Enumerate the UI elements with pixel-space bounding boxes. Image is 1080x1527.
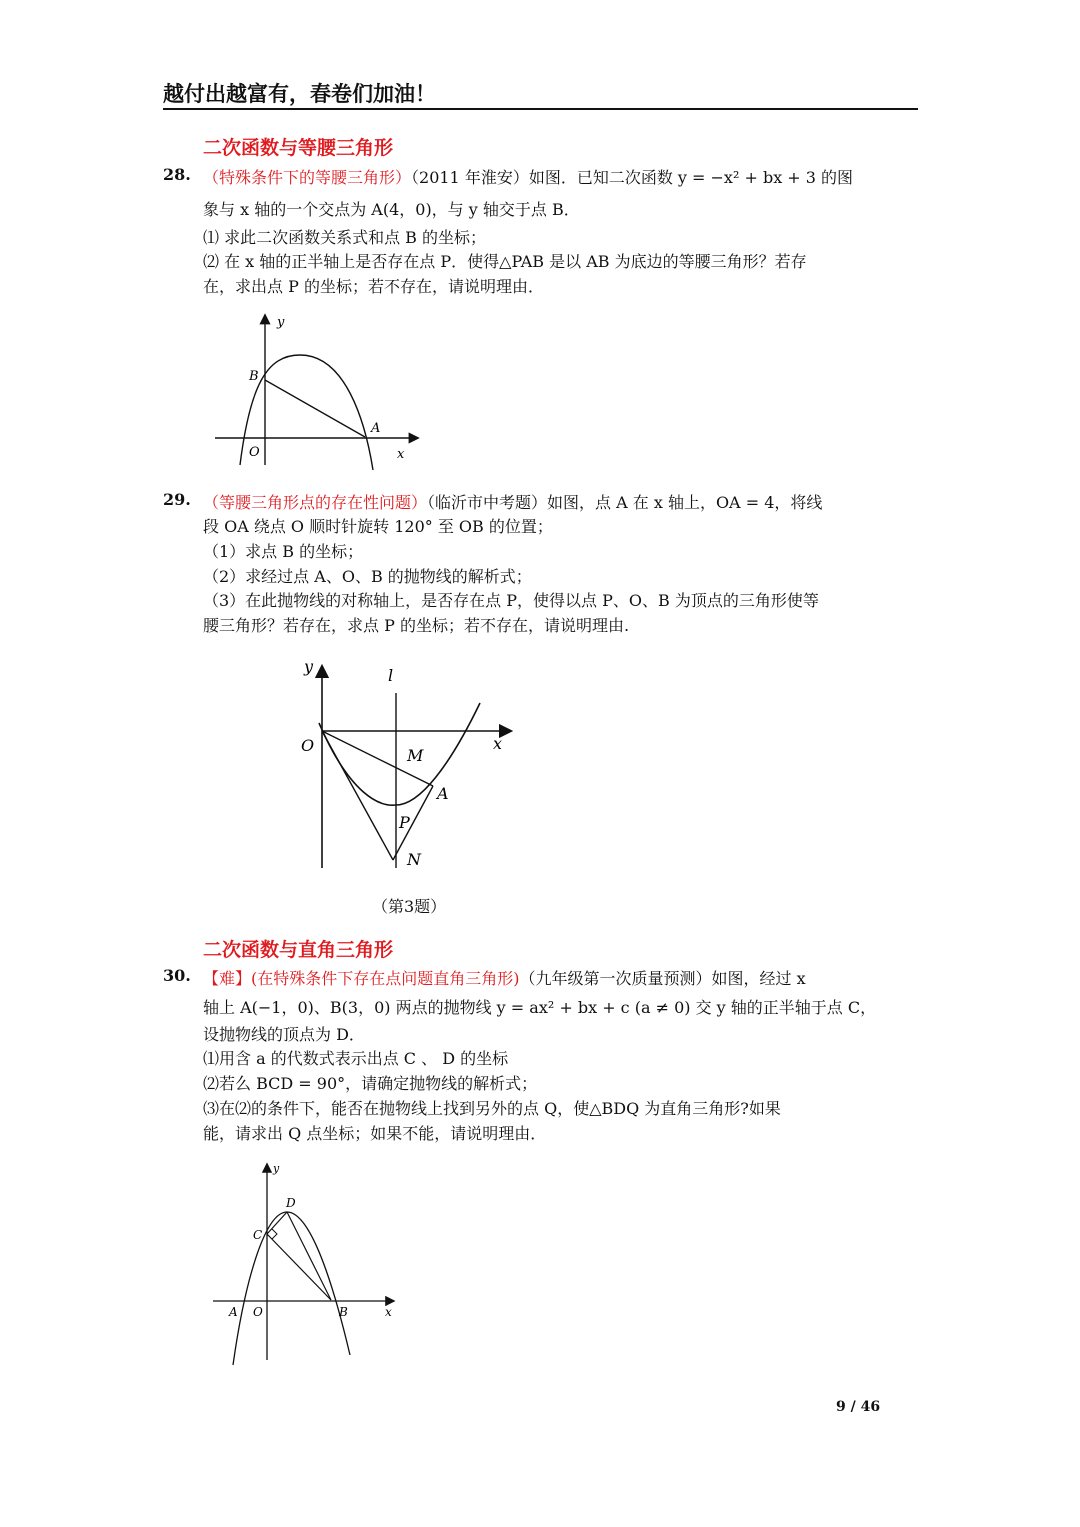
q28-line-2: 象与 x 轴的一个交点为 A(4，0)，与 y 轴交于点 B．	[203, 200, 580, 219]
q29-figure	[295, 655, 525, 875]
section-title-right-triangle: 二次函数与直角三角形	[203, 939, 394, 961]
q30-line-6: ⑶在⑵的条件下，能否在抛物线上找到另外的点 Q，使△BDQ 为直角三角形?如果	[203, 1099, 781, 1118]
q29-tag: （等腰三角形点的存在性问题）	[203, 493, 428, 512]
q28-segment-ab	[265, 380, 365, 437]
q29-label-n: N	[407, 850, 421, 869]
q29-label-x: x	[493, 734, 503, 753]
q30-segment-cd	[267, 1212, 287, 1234]
q29-line-3: （1）求点 B 的坐标；	[203, 542, 364, 561]
q30-tag: 【难】(在特殊条件下存在点问题直角三角形)	[203, 969, 520, 988]
q29-line-6: 腰三角形？若存在，求点 P 的坐标；若不存在，请说明理由.	[203, 616, 630, 635]
q30-line-5: ⑵若么 BCD = 90°，请确定抛物线的解析式；	[203, 1074, 538, 1093]
q30-line-3: 设抛物线的顶点为 D．	[203, 1025, 365, 1044]
q28-line-4: ⑵ 在 x 轴的正半轴上是否存在点 P．使得△PAB 是以 AB 为底边的等腰三角形？若存	[203, 252, 807, 271]
q28-parabola	[240, 355, 373, 470]
q29-label-y: y	[304, 657, 314, 676]
q28-label-y: y	[277, 315, 285, 330]
q28-line-3: ⑴ 求此二次函数关系式和点 B 的坐标；	[203, 228, 487, 247]
q30-figure	[205, 1160, 405, 1365]
q30-label-a: A	[229, 1305, 238, 1319]
q30-label-y: y	[273, 1162, 280, 1175]
q28-label-b: B	[249, 369, 259, 384]
page-header: 越付出越富有，春卷们加油！	[163, 82, 436, 106]
q29-label-o: O	[301, 736, 315, 755]
q30-segment-cb	[267, 1234, 331, 1300]
q28-tag: （特殊条件下的等腰三角形）	[203, 168, 412, 187]
header-rule	[163, 108, 918, 110]
q29-label-l: l	[388, 666, 394, 685]
q29-line-4: （2）求经过点 A、O、B 的抛物线的解析式；	[203, 567, 532, 586]
q28-label-o: O	[249, 445, 260, 460]
q30-line-2: 轴上 A(−1，0)、B(3，0) 两点的抛物线 y = ax² + bx + c (a ≠ 0) 交 y 轴的正半轴于点 C，	[203, 998, 877, 1017]
q29-line-1	[203, 490, 822, 513]
q29-line-2: 段 OA 绕点 O 顺时针旋转 120° 至 OB 的位置；	[203, 517, 553, 536]
q30-label-c: C	[253, 1228, 263, 1242]
section-title-isosceles: 二次函数与等腰三角形	[203, 137, 394, 159]
q29-segment-on	[322, 731, 393, 860]
q29-label-p: P	[399, 813, 410, 832]
q29-label-m: M	[407, 746, 424, 765]
page-number: 9 / 46	[836, 1399, 881, 1415]
question-number-29: 29.	[163, 490, 191, 509]
question-number-30: 30.	[163, 966, 191, 985]
q30-label-d: D	[286, 1196, 296, 1210]
q30-right-angle-mark	[272, 1229, 277, 1239]
q30-label-x: x	[385, 1305, 392, 1319]
question-number-28: 28.	[163, 165, 191, 184]
q30-line-7: 能，请求出 Q 点坐标；如果不能，请说明理由．	[203, 1124, 547, 1143]
q28-line-5: 在，求出点 P 的坐标；若不存在，请说明理由．	[203, 277, 544, 296]
q30-text-1: （九年级第一次质量预测）如图，经过 x	[519, 969, 806, 988]
q28-line-1	[203, 165, 853, 188]
q29-parabola	[319, 703, 480, 805]
q28-text-1: （2011 年淮安）如图．已知二次函数 y = −x² + bx + 3 的图	[411, 168, 854, 187]
q29-figure-caption: （第3题）	[372, 897, 447, 916]
q29-text-1: （临沂市中考题）如图，点 A 在 x 轴上，OA = 4，将线	[427, 493, 823, 512]
q30-label-o: O	[253, 1305, 263, 1319]
q30-line-4: ⑴用含 a 的代数式表示出点 C 、 D 的坐标	[203, 1049, 509, 1068]
q28-label-x: x	[397, 447, 405, 462]
q30-segment-db	[287, 1212, 331, 1300]
q30-parabola	[233, 1212, 350, 1365]
q28-label-a: A	[371, 421, 381, 436]
q30-label-b: B	[339, 1305, 348, 1319]
q30-line-1	[203, 966, 806, 989]
q29-line-5: （3）在此抛物线的对称轴上，是否存在点 P，使得以点 P、O、B 为顶点的三角形使等	[203, 591, 819, 610]
q28-figure	[205, 310, 425, 470]
q29-label-a: A	[437, 784, 449, 803]
